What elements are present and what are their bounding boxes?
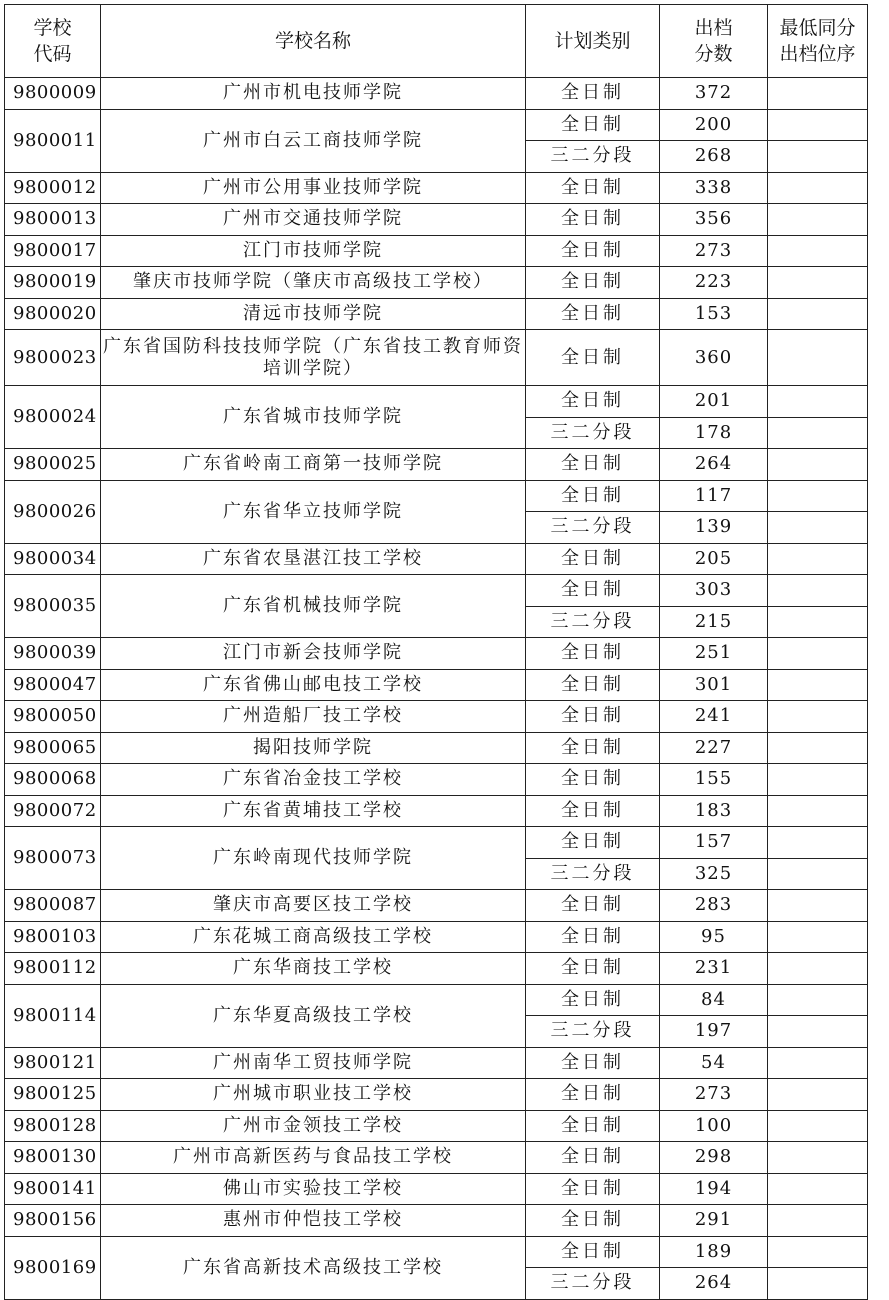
min-rank: [768, 172, 868, 204]
plan-type: 三二分段: [526, 1016, 660, 1048]
plan-type: 全日制: [526, 669, 660, 701]
min-rank: [768, 1047, 868, 1079]
cutoff-score: 155: [660, 764, 768, 796]
cutoff-score: 273: [660, 235, 768, 267]
cutoff-score: 291: [660, 1205, 768, 1237]
min-rank: [768, 78, 868, 110]
school-code: 9800019: [5, 267, 101, 299]
school-code: 9800156: [5, 1205, 101, 1237]
table-row: [5, 78, 868, 110]
min-rank: [768, 1205, 868, 1237]
cutoff-score: 178: [660, 417, 768, 449]
table-row: [5, 267, 868, 299]
school-name: 清远市技师学院: [101, 298, 526, 330]
school-code: 9800034: [5, 543, 101, 575]
school-code: 9800009: [5, 78, 101, 110]
table-row: [5, 638, 868, 670]
plan-type: 三二分段: [526, 1268, 660, 1300]
school-code: 9800087: [5, 890, 101, 922]
table-row: [5, 1142, 868, 1174]
plan-type: 全日制: [526, 953, 660, 985]
min-rank: [768, 235, 868, 267]
cutoff-score: 303: [660, 575, 768, 607]
table-row: [5, 235, 868, 267]
school-name: 广州城市职业技工学校: [101, 1079, 526, 1111]
min-rank: [768, 575, 868, 607]
plan-type: 全日制: [526, 921, 660, 953]
plan-type: 全日制: [526, 984, 660, 1016]
table-row: [5, 669, 868, 701]
cutoff-score: 189: [660, 1236, 768, 1268]
table-row: [5, 1173, 868, 1205]
min-rank: [768, 795, 868, 827]
school-name: 广东省华立技师学院: [101, 480, 526, 543]
plan-type: 全日制: [526, 330, 660, 386]
plan-type: 全日制: [526, 1079, 660, 1111]
min-rank: [768, 953, 868, 985]
cutoff-score: 139: [660, 512, 768, 544]
plan-type: 全日制: [526, 386, 660, 418]
plan-type: 三二分段: [526, 606, 660, 638]
min-rank: [768, 267, 868, 299]
table-row: [5, 172, 868, 204]
min-rank: [768, 298, 868, 330]
min-rank: [768, 141, 868, 173]
table-row: [5, 204, 868, 236]
school-code: 9800068: [5, 764, 101, 796]
header-school-code: 学校 代码: [5, 5, 101, 78]
table-row: [5, 764, 868, 796]
min-rank: [768, 701, 868, 733]
min-rank: [768, 449, 868, 481]
plan-type: 全日制: [526, 1142, 660, 1174]
min-rank: [768, 543, 868, 575]
school-code: 9800020: [5, 298, 101, 330]
header-row: [5, 5, 868, 78]
plan-type: 全日制: [526, 172, 660, 204]
table-row: [5, 480, 868, 512]
plan-type: 全日制: [526, 1205, 660, 1237]
header-plan-type: 计划类别: [526, 5, 660, 78]
min-rank: [768, 386, 868, 418]
cutoff-score: 356: [660, 204, 768, 236]
table-header: [5, 5, 868, 78]
admission-score-table: [4, 4, 868, 1300]
min-rank: [768, 330, 868, 386]
min-rank: [768, 827, 868, 859]
school-name: 肇庆市技师学院（肇庆市高级技工学校）: [101, 267, 526, 299]
table-body: [5, 78, 868, 1300]
table-row: [5, 827, 868, 859]
min-rank: [768, 417, 868, 449]
min-rank: [768, 890, 868, 922]
plan-type: 全日制: [526, 732, 660, 764]
school-name: 惠州市仲恺技工学校: [101, 1205, 526, 1237]
table-row: [5, 298, 868, 330]
plan-type: 全日制: [526, 109, 660, 141]
school-name: 广东省高新技术高级技工学校: [101, 1236, 526, 1299]
plan-type: 三二分段: [526, 417, 660, 449]
school-code: 9800025: [5, 449, 101, 481]
plan-type: 全日制: [526, 701, 660, 733]
school-code: 9800121: [5, 1047, 101, 1079]
table-row: [5, 1110, 868, 1142]
plan-type: 全日制: [526, 764, 660, 796]
min-rank: [768, 1268, 868, 1300]
cutoff-score: 205: [660, 543, 768, 575]
school-code: 9800047: [5, 669, 101, 701]
plan-type: 全日制: [526, 235, 660, 267]
school-code: 9800012: [5, 172, 101, 204]
min-rank: [768, 984, 868, 1016]
plan-type: 全日制: [526, 449, 660, 481]
school-code: 9800112: [5, 953, 101, 985]
school-code: 9800128: [5, 1110, 101, 1142]
school-name: 广东岭南现代技师学院: [101, 827, 526, 890]
cutoff-score: 241: [660, 701, 768, 733]
school-code: 9800169: [5, 1236, 101, 1299]
table-row: [5, 1079, 868, 1111]
school-name: 广东省农垦湛江技工学校: [101, 543, 526, 575]
plan-type: 全日制: [526, 204, 660, 236]
cutoff-score: 268: [660, 141, 768, 173]
school-name: 广州市机电技师学院: [101, 78, 526, 110]
min-rank: [768, 858, 868, 890]
table-row: [5, 386, 868, 418]
min-rank: [768, 764, 868, 796]
school-code: 9800011: [5, 109, 101, 172]
cutoff-score: 372: [660, 78, 768, 110]
school-code: 9800023: [5, 330, 101, 386]
plan-type: 全日制: [526, 890, 660, 922]
min-rank: [768, 204, 868, 236]
table-row: [5, 921, 868, 953]
plan-type: 全日制: [526, 480, 660, 512]
school-code: 9800141: [5, 1173, 101, 1205]
plan-type: 全日制: [526, 1047, 660, 1079]
school-name: 佛山市实验技工学校: [101, 1173, 526, 1205]
min-rank: [768, 1173, 868, 1205]
table-row: [5, 1047, 868, 1079]
table-row: [5, 984, 868, 1016]
min-rank: [768, 606, 868, 638]
school-name: 揭阳技师学院: [101, 732, 526, 764]
school-code: 9800114: [5, 984, 101, 1047]
plan-type: 全日制: [526, 1236, 660, 1268]
school-name: 广州市白云工商技师学院: [101, 109, 526, 172]
plan-type: 三二分段: [526, 141, 660, 173]
min-rank: [768, 732, 868, 764]
plan-type: 全日制: [526, 78, 660, 110]
cutoff-score: 301: [660, 669, 768, 701]
table-row: [5, 795, 868, 827]
cutoff-score: 201: [660, 386, 768, 418]
cutoff-score: 360: [660, 330, 768, 386]
school-code: 9800013: [5, 204, 101, 236]
school-code: 9800072: [5, 795, 101, 827]
cutoff-score: 283: [660, 890, 768, 922]
cutoff-score: 84: [660, 984, 768, 1016]
cutoff-score: 264: [660, 449, 768, 481]
min-rank: [768, 1016, 868, 1048]
table-row: [5, 890, 868, 922]
plan-type: 全日制: [526, 827, 660, 859]
min-rank: [768, 1142, 868, 1174]
cutoff-score: 197: [660, 1016, 768, 1048]
plan-type: 三二分段: [526, 858, 660, 890]
cutoff-score: 194: [660, 1173, 768, 1205]
school-name: 广东花城工商高级技工学校: [101, 921, 526, 953]
school-code: 9800050: [5, 701, 101, 733]
school-name: 广东省岭南工商第一技师学院: [101, 449, 526, 481]
table-row: [5, 330, 868, 386]
min-rank: [768, 512, 868, 544]
cutoff-score: 264: [660, 1268, 768, 1300]
school-code: 9800073: [5, 827, 101, 890]
school-name: 广州市高新医药与食品技工学校: [101, 1142, 526, 1174]
cutoff-score: 338: [660, 172, 768, 204]
plan-type: 全日制: [526, 795, 660, 827]
school-code: 9800125: [5, 1079, 101, 1111]
cutoff-score: 117: [660, 480, 768, 512]
plan-type: 全日制: [526, 543, 660, 575]
table-row: [5, 543, 868, 575]
school-name: 肇庆市高要区技工学校: [101, 890, 526, 922]
min-rank: [768, 1079, 868, 1111]
school-name: 广东省黄埔技工学校: [101, 795, 526, 827]
plan-type: 全日制: [526, 575, 660, 607]
cutoff-score: 251: [660, 638, 768, 670]
plan-type: 全日制: [526, 267, 660, 299]
school-code: 9800065: [5, 732, 101, 764]
school-code: 9800017: [5, 235, 101, 267]
cutoff-score: 325: [660, 858, 768, 890]
min-rank: [768, 480, 868, 512]
school-name: 广州市公用事业技师学院: [101, 172, 526, 204]
header-min-rank: 最低同分 出档位序: [768, 5, 868, 78]
school-code: 9800103: [5, 921, 101, 953]
cutoff-score: 273: [660, 1079, 768, 1111]
school-name: 广东华夏高级技工学校: [101, 984, 526, 1047]
school-name: 广东省机械技师学院: [101, 575, 526, 638]
min-rank: [768, 1110, 868, 1142]
table-row: [5, 449, 868, 481]
school-code: 9800026: [5, 480, 101, 543]
cutoff-score: 227: [660, 732, 768, 764]
cutoff-score: 200: [660, 109, 768, 141]
table-row: [5, 575, 868, 607]
plan-type: 全日制: [526, 1173, 660, 1205]
min-rank: [768, 638, 868, 670]
cutoff-score: 54: [660, 1047, 768, 1079]
cutoff-score: 298: [660, 1142, 768, 1174]
min-rank: [768, 109, 868, 141]
school-name: 广州市金领技工学校: [101, 1110, 526, 1142]
school-code: 9800035: [5, 575, 101, 638]
table-row: [5, 1236, 868, 1268]
school-code: 9800039: [5, 638, 101, 670]
table-row: [5, 109, 868, 141]
school-name: 广东华商技工学校: [101, 953, 526, 985]
school-name: 广东省佛山邮电技工学校: [101, 669, 526, 701]
cutoff-score: 157: [660, 827, 768, 859]
plan-type: 全日制: [526, 1110, 660, 1142]
school-code: 9800024: [5, 386, 101, 449]
school-name: 江门市新会技师学院: [101, 638, 526, 670]
min-rank: [768, 1236, 868, 1268]
school-name: 广东省城市技师学院: [101, 386, 526, 449]
cutoff-score: 231: [660, 953, 768, 985]
school-name: 广州南华工贸技师学院: [101, 1047, 526, 1079]
school-name: 广州造船厂技工学校: [101, 701, 526, 733]
cutoff-score: 215: [660, 606, 768, 638]
table-row: [5, 701, 868, 733]
cutoff-score: 183: [660, 795, 768, 827]
min-rank: [768, 669, 868, 701]
cutoff-score: 95: [660, 921, 768, 953]
plan-type: 全日制: [526, 638, 660, 670]
table-row: [5, 953, 868, 985]
table-row: [5, 1205, 868, 1237]
plan-type: 三二分段: [526, 512, 660, 544]
min-rank: [768, 921, 868, 953]
header-cutoff-score: 出档 分数: [660, 5, 768, 78]
cutoff-score: 153: [660, 298, 768, 330]
school-name: 广东省冶金技工学校: [101, 764, 526, 796]
school-name: 江门市技师学院: [101, 235, 526, 267]
header-school-name: 学校名称: [101, 5, 526, 78]
cutoff-score: 100: [660, 1110, 768, 1142]
plan-type: 全日制: [526, 298, 660, 330]
cutoff-score: 223: [660, 267, 768, 299]
table-row: [5, 732, 868, 764]
school-code: 9800130: [5, 1142, 101, 1174]
school-name: 广东省国防科技技师学院（广东省技工教育师资培训学院）: [101, 330, 526, 386]
school-name: 广州市交通技师学院: [101, 204, 526, 236]
